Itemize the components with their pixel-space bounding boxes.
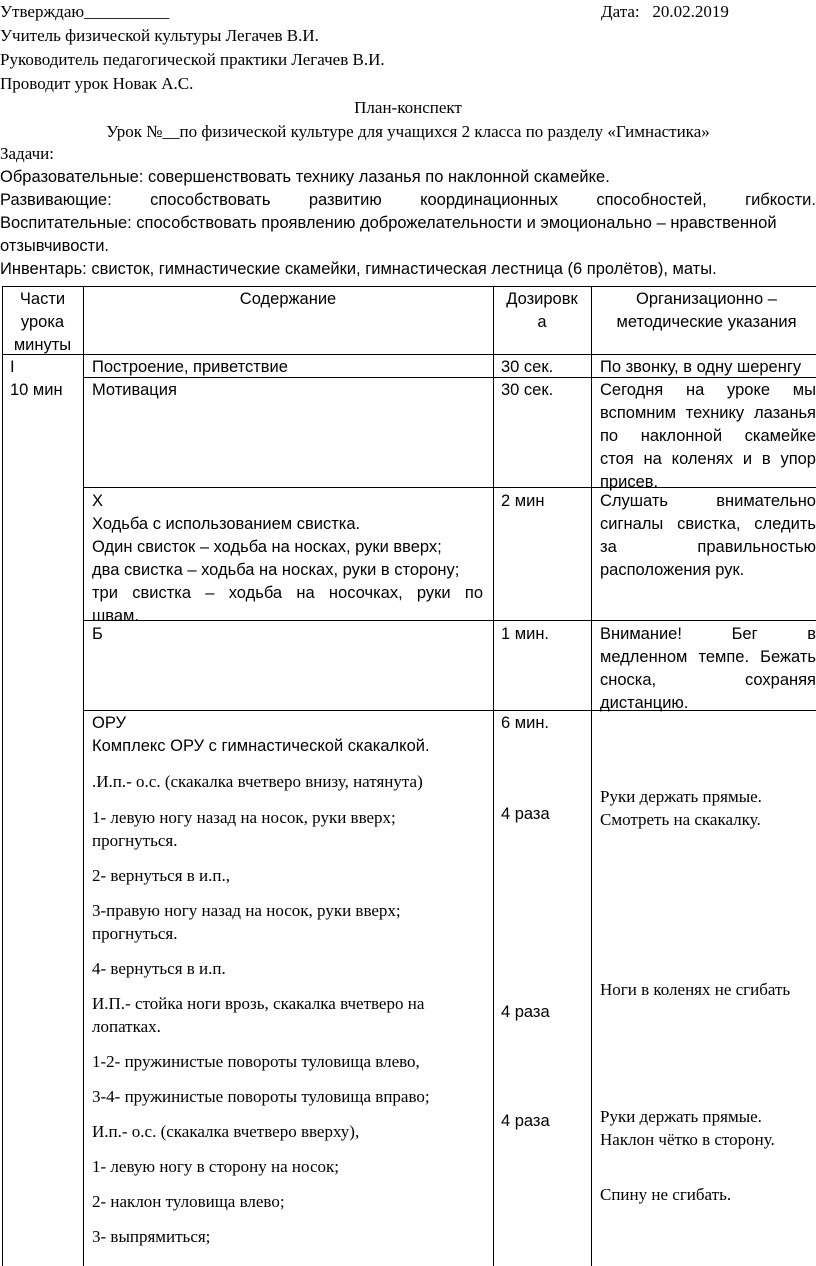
th-dosage-line: а xyxy=(537,313,547,331)
row3-content-line: швам. xyxy=(92,607,139,625)
row3-content-line: Х xyxy=(92,492,104,510)
row5-content-line: И.п.- о.с. (скакалка вчетверо вверху), xyxy=(92,1122,360,1141)
row2-notes-line: стоя на коленях и в упор xyxy=(600,450,816,468)
row5-content-line: прогнуться. xyxy=(92,831,178,850)
row3-content xyxy=(92,490,483,628)
th-notes-line: Организационно – xyxy=(636,290,777,308)
row5-content-line: 3-4- пружинистые повороты туловища вправо; xyxy=(92,1087,430,1106)
date-label: Дата: xyxy=(601,2,640,21)
task-developing-word: способствовать xyxy=(150,191,271,209)
teacher-line: Учитель физической культуры Легачев В.И. xyxy=(0,26,319,45)
th-notes-line: методические указания xyxy=(616,313,797,331)
table-divider xyxy=(2,354,816,355)
row5-dosage: 4 раза xyxy=(501,1003,550,1021)
row3-content-line: два свистка – ходьба на носках, руки в сторону; xyxy=(92,561,460,579)
row5-dosage: 6 мин. xyxy=(501,714,550,732)
row2-content: Мотивация xyxy=(92,381,177,399)
task-upbringing-line1: Воспитательные: способствовать проявлению доброжелательности и эмоционально – нравственной xyxy=(0,214,777,232)
row5-note: Смотреть на скакалку. xyxy=(600,810,761,829)
row2-notes-line: по наклонной скамейке xyxy=(600,427,816,445)
row5-content-line: И.П.- стойка ноги врозь, скакалка вчетверо на xyxy=(92,994,425,1013)
row5-content-line: 2- вернуться в и.п., xyxy=(92,866,231,885)
th-notes xyxy=(597,288,816,334)
row3-notes-line: сигналы свистка, следить xyxy=(600,515,816,533)
row4-dosage: 1 мин. xyxy=(501,625,550,643)
row5-dosage: 4 раза xyxy=(501,1112,550,1130)
part-name: I xyxy=(10,358,15,376)
row3-notes-line: Слушать внимательно xyxy=(600,492,816,510)
task-developing-word: координационных xyxy=(420,191,558,209)
row2-notes-line: присев. xyxy=(600,473,659,491)
row5-note: Наклон чётко в сторону. xyxy=(600,1130,775,1149)
part-time: 10 мин xyxy=(10,381,63,399)
task-developing-word: способностей, xyxy=(596,191,707,209)
date-value: 20.02.2019 xyxy=(652,2,729,21)
row4-notes-line: Внимание! Бег в xyxy=(600,625,816,643)
table-border-top xyxy=(2,286,816,287)
row3-notes xyxy=(600,490,816,582)
tasks-label: Задачи: xyxy=(0,144,54,163)
row3-content-line: Ходьба с использованием свистка. xyxy=(92,515,361,533)
th-dosage-line: Дозировк xyxy=(506,290,578,308)
date-line xyxy=(601,0,729,23)
row5-note: Руки держать прямые. xyxy=(600,1107,762,1126)
table-divider xyxy=(591,286,592,1266)
practice-head-line: Руководитель педагогической практики Легачев В.И. xyxy=(0,50,385,69)
doc-title: План-конспект xyxy=(354,98,462,117)
conducts-line: Проводит урок Новак А.С. xyxy=(0,74,194,93)
row4-notes-line: сноска, сохраняя xyxy=(600,671,816,689)
task-developing-word: развитию xyxy=(308,191,382,209)
row5-content-line: 3- выпрямиться; xyxy=(92,1227,211,1246)
row2-notes-line: Сегодня на уроке мы xyxy=(600,381,816,399)
row5-content-line: .И.п.- о.с. (скакалка вчетверо внизу, натянута) xyxy=(92,772,423,791)
row4-notes xyxy=(600,623,816,715)
row5-note: Ноги в коленях не сгибать xyxy=(600,980,791,999)
row5-content-line: 4- вернуться в и.п. xyxy=(92,959,226,978)
row3-content-line: Один свисток – ходьба на носках, руки вверх; xyxy=(92,538,442,556)
row1-notes: По звонку, в одну шеренгу xyxy=(600,358,802,376)
row3-notes-line: расположения рук. xyxy=(600,561,745,579)
inventory-line: Инвентарь: свисток, гимнастические скамейки, гимнастическая лестница (6 пролётов), маты. xyxy=(0,260,717,278)
task-developing xyxy=(0,189,816,212)
row5-content-line: 2- наклон туловища влево; xyxy=(92,1192,285,1211)
row5-content-line: 1-2- пружинистые повороты туловища влево, xyxy=(92,1052,420,1071)
row5-content-line: 3-правую ногу назад на носок, руки вверх; xyxy=(92,901,401,920)
row1-content: Построение, приветствие xyxy=(92,358,288,376)
task-developing-word: Развивающие: xyxy=(0,191,112,209)
th-dosage xyxy=(493,288,591,334)
row4-notes-line: дистанцию. xyxy=(600,694,689,712)
table-border-left xyxy=(2,286,3,1266)
row1-dosage: 30 сек. xyxy=(501,358,554,376)
table-divider xyxy=(493,286,494,1266)
th-part-line: урока xyxy=(20,313,65,331)
row5-content-line: Комплекс ОРУ с гимнастической скакалкой. xyxy=(92,737,430,755)
th-content: Содержание xyxy=(239,290,337,308)
task-developing-word: гибкости. xyxy=(745,191,816,209)
task-educational: Образовательные: совершенствовать технику лазанья по наклонной скамейке. xyxy=(0,168,610,186)
th-part-line: минуты xyxy=(13,336,72,354)
approve-line: Утверждаю__________ xyxy=(0,2,170,21)
row5-content-line: ОРУ xyxy=(92,714,126,732)
row2-notes-line: вспомним технику лазанья xyxy=(600,404,816,422)
th-part xyxy=(2,288,83,357)
row4-content: Б xyxy=(92,625,103,643)
row5-note: Спину не сгибать. xyxy=(600,1185,732,1204)
table-divider xyxy=(83,286,84,1266)
task-upbringing-line2: отзывчивости. xyxy=(0,237,109,255)
row3-dosage: 2 мин xyxy=(501,492,545,510)
row5-content-line: 1- левую ногу в сторону на носок; xyxy=(92,1157,339,1176)
row4-notes-line: медленном темпе. Бежать xyxy=(600,648,816,666)
row2-dosage: 30 сек. xyxy=(501,381,554,399)
row5-content-line: 1- левую ногу назад на носок, руки вверх; xyxy=(92,808,396,827)
row5-content-line: прогнуться. xyxy=(92,924,178,943)
row3-notes-line: за правильностью xyxy=(600,538,816,556)
th-part-line: Части xyxy=(19,290,66,308)
row2-notes xyxy=(600,379,816,494)
row5-content-line: лопатках. xyxy=(92,1017,161,1036)
row5-dosage: 4 раза xyxy=(501,805,550,823)
row5-note: Руки держать прямые. xyxy=(600,787,762,806)
lesson-title: Урок №__по физической культуре для учащихся 2 класса по разделу «Гимнастика» xyxy=(106,122,710,141)
row3-content-line: три свистка – ходьба на носочках, руки по xyxy=(92,584,483,602)
